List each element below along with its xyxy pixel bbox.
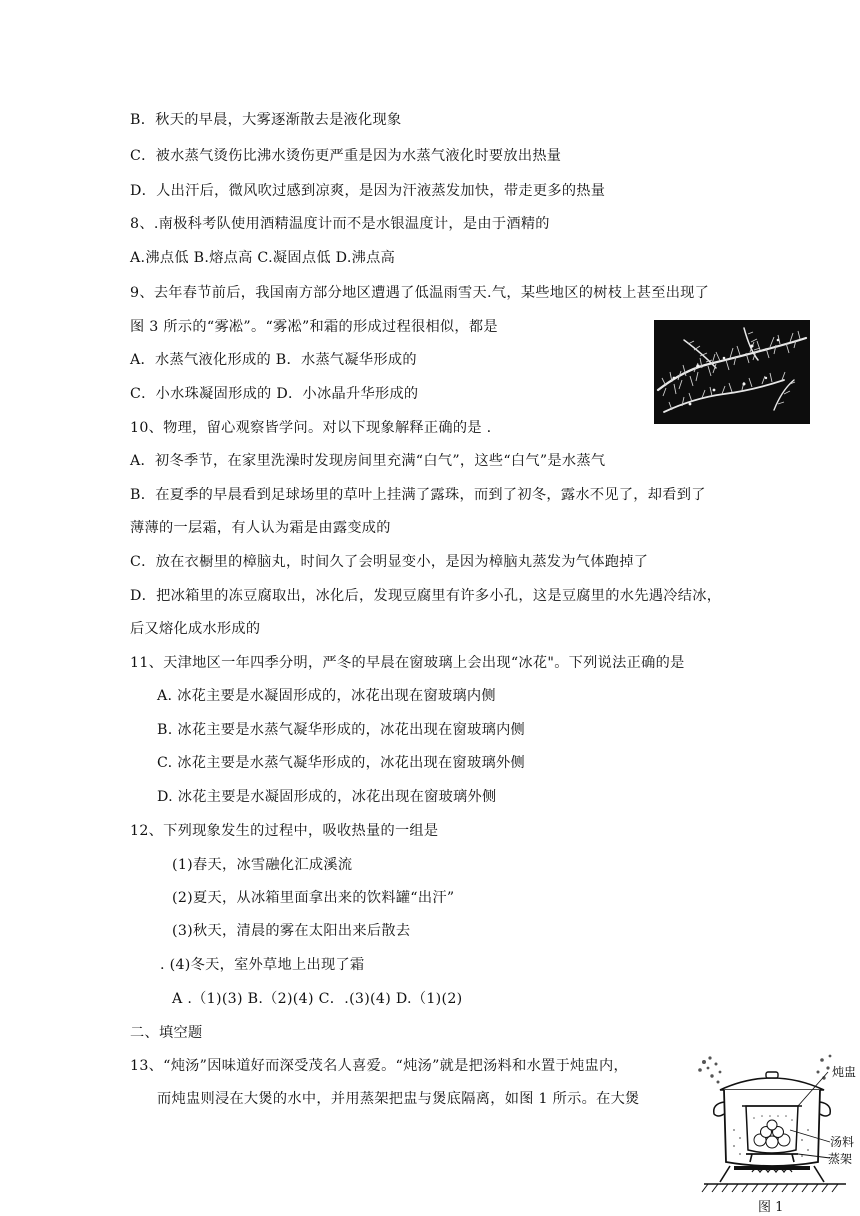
q11-stem: 11、天津地区一年四季分明，严冬的早晨在窗玻璃上会出现“冰花"。下列说法正确的是 — [130, 655, 685, 671]
q10-option-a: A．初冬季节，在家里洗澡时发现房间里充满“白气”，这些“白气”是水蒸气 — [130, 453, 606, 469]
q8-stem: 8、.南极科考队使用酒精温度计而不是水银温度计，是由于酒精的 — [130, 216, 550, 232]
section-fill-in-title: 二、填空题 — [130, 1025, 203, 1041]
q10-stem: 10、物理，留心观察皆学问。对以下现象解释正确的是 . — [130, 420, 492, 436]
q12-item-4: . (4)冬天，室外草地上出现了霜 — [160, 957, 365, 973]
q7-option-c: C．被水蒸气烫伤比沸水烫伤更严重是因为水蒸气液化时要放出热量 — [130, 148, 562, 164]
q9-options-ab: A．水蒸气液化形成的 B．水蒸气凝华形成的 — [130, 352, 417, 368]
q11-option-a: A. 冰花主要是水凝固形成的，冰花出现在窗玻璃内侧 — [157, 688, 496, 704]
label-steaming-rack: 蒸架 — [828, 1152, 853, 1166]
q10-option-b-line1: B．在夏季的早晨看到足球场里的草叶上挂满了露珠，而到了初冬，露水不见了，却看到了 — [130, 487, 706, 503]
q9-stem-line1: 9、去年春节前后，我国南方部分地区遭遇了低温雨雪天.气，某些地区的树枝上甚至出现了 — [130, 285, 710, 301]
q12-item-1: (1)春天，冰雪融化汇成溪流 — [172, 857, 353, 873]
q12-item-2: (2)夏天，从冰箱里面拿出来的饮料罐“出汗” — [172, 890, 455, 906]
q11-option-d: D. 冰花主要是水凝固形成的，冰花出现在窗玻璃外侧 — [157, 789, 497, 805]
q9-stem-line2: 图 3 所示的“雾凇”。“雾凇”和霜的形成过程很相似，都是 — [130, 319, 498, 335]
q10-option-d-line2: 后又熔化成水形成的 — [130, 621, 261, 637]
q7-option-b: B．秋天的早晨，大雾逐渐散去是液化现象 — [130, 112, 402, 128]
q7-option-d: D．人出汗后，微风吹过感到凉爽，是因为汗液蒸发加快，带走更多的热量 — [130, 183, 606, 199]
q9-options-cd: C．小水珠凝固形成的 D．小冰晶升华形成的 — [130, 386, 419, 402]
q11-option-c: C. 冰花主要是水蒸气凝华形成的，冰花出现在窗玻璃外侧 — [157, 755, 525, 771]
q12-item-3: (3)秋天，清晨的雾在太阳出来后散去 — [172, 923, 411, 939]
q10-option-d-line1: D．把冰箱里的冻豆腐取出，冰化后，发现豆腐里有许多小孔，这是豆腐里的水先遇冷结冰， — [130, 588, 722, 604]
stew-pot-figure — [690, 1050, 860, 1216]
q13-stem-line2: 而炖盅则浸在大煲的水中，并用蒸架把盅与煲底隔离，如图 1 所示。在大煲 — [157, 1091, 640, 1107]
q11-option-b: B. 冰花主要是水蒸气凝华形成的，冰花出现在窗玻璃内侧 — [157, 722, 526, 738]
q10-option-c: C．放在衣橱里的樟脑丸，时间久了会明显变小，是因为樟脑丸蒸发为气体跑掉了 — [130, 554, 649, 570]
q10-option-b-line2: 薄薄的一层霜，有人认为霜是由露变成的 — [130, 520, 391, 536]
q12-options: A .（1)(3) B.（2)(4) C．.(3)(4) D.（1)(2) — [172, 991, 463, 1007]
q8-options: A.沸点低 B.熔点高 C.凝固点低 D.沸点高 — [130, 250, 396, 266]
q13-stem-line1: 13、“炖汤”因味道好而深受茂名人喜爱。“炖汤”就是把汤料和水置于炖盅内， — [130, 1058, 628, 1074]
label-stew-cup: 炖盅 — [832, 1065, 857, 1079]
q12-stem: 12、下列现象发生的过程中，吸收热量的一组是 — [130, 823, 439, 839]
figure1-caption: 图 1 — [758, 1200, 784, 1215]
rime-photo — [654, 320, 810, 424]
label-soup-ingredients: 汤料 — [830, 1135, 855, 1149]
